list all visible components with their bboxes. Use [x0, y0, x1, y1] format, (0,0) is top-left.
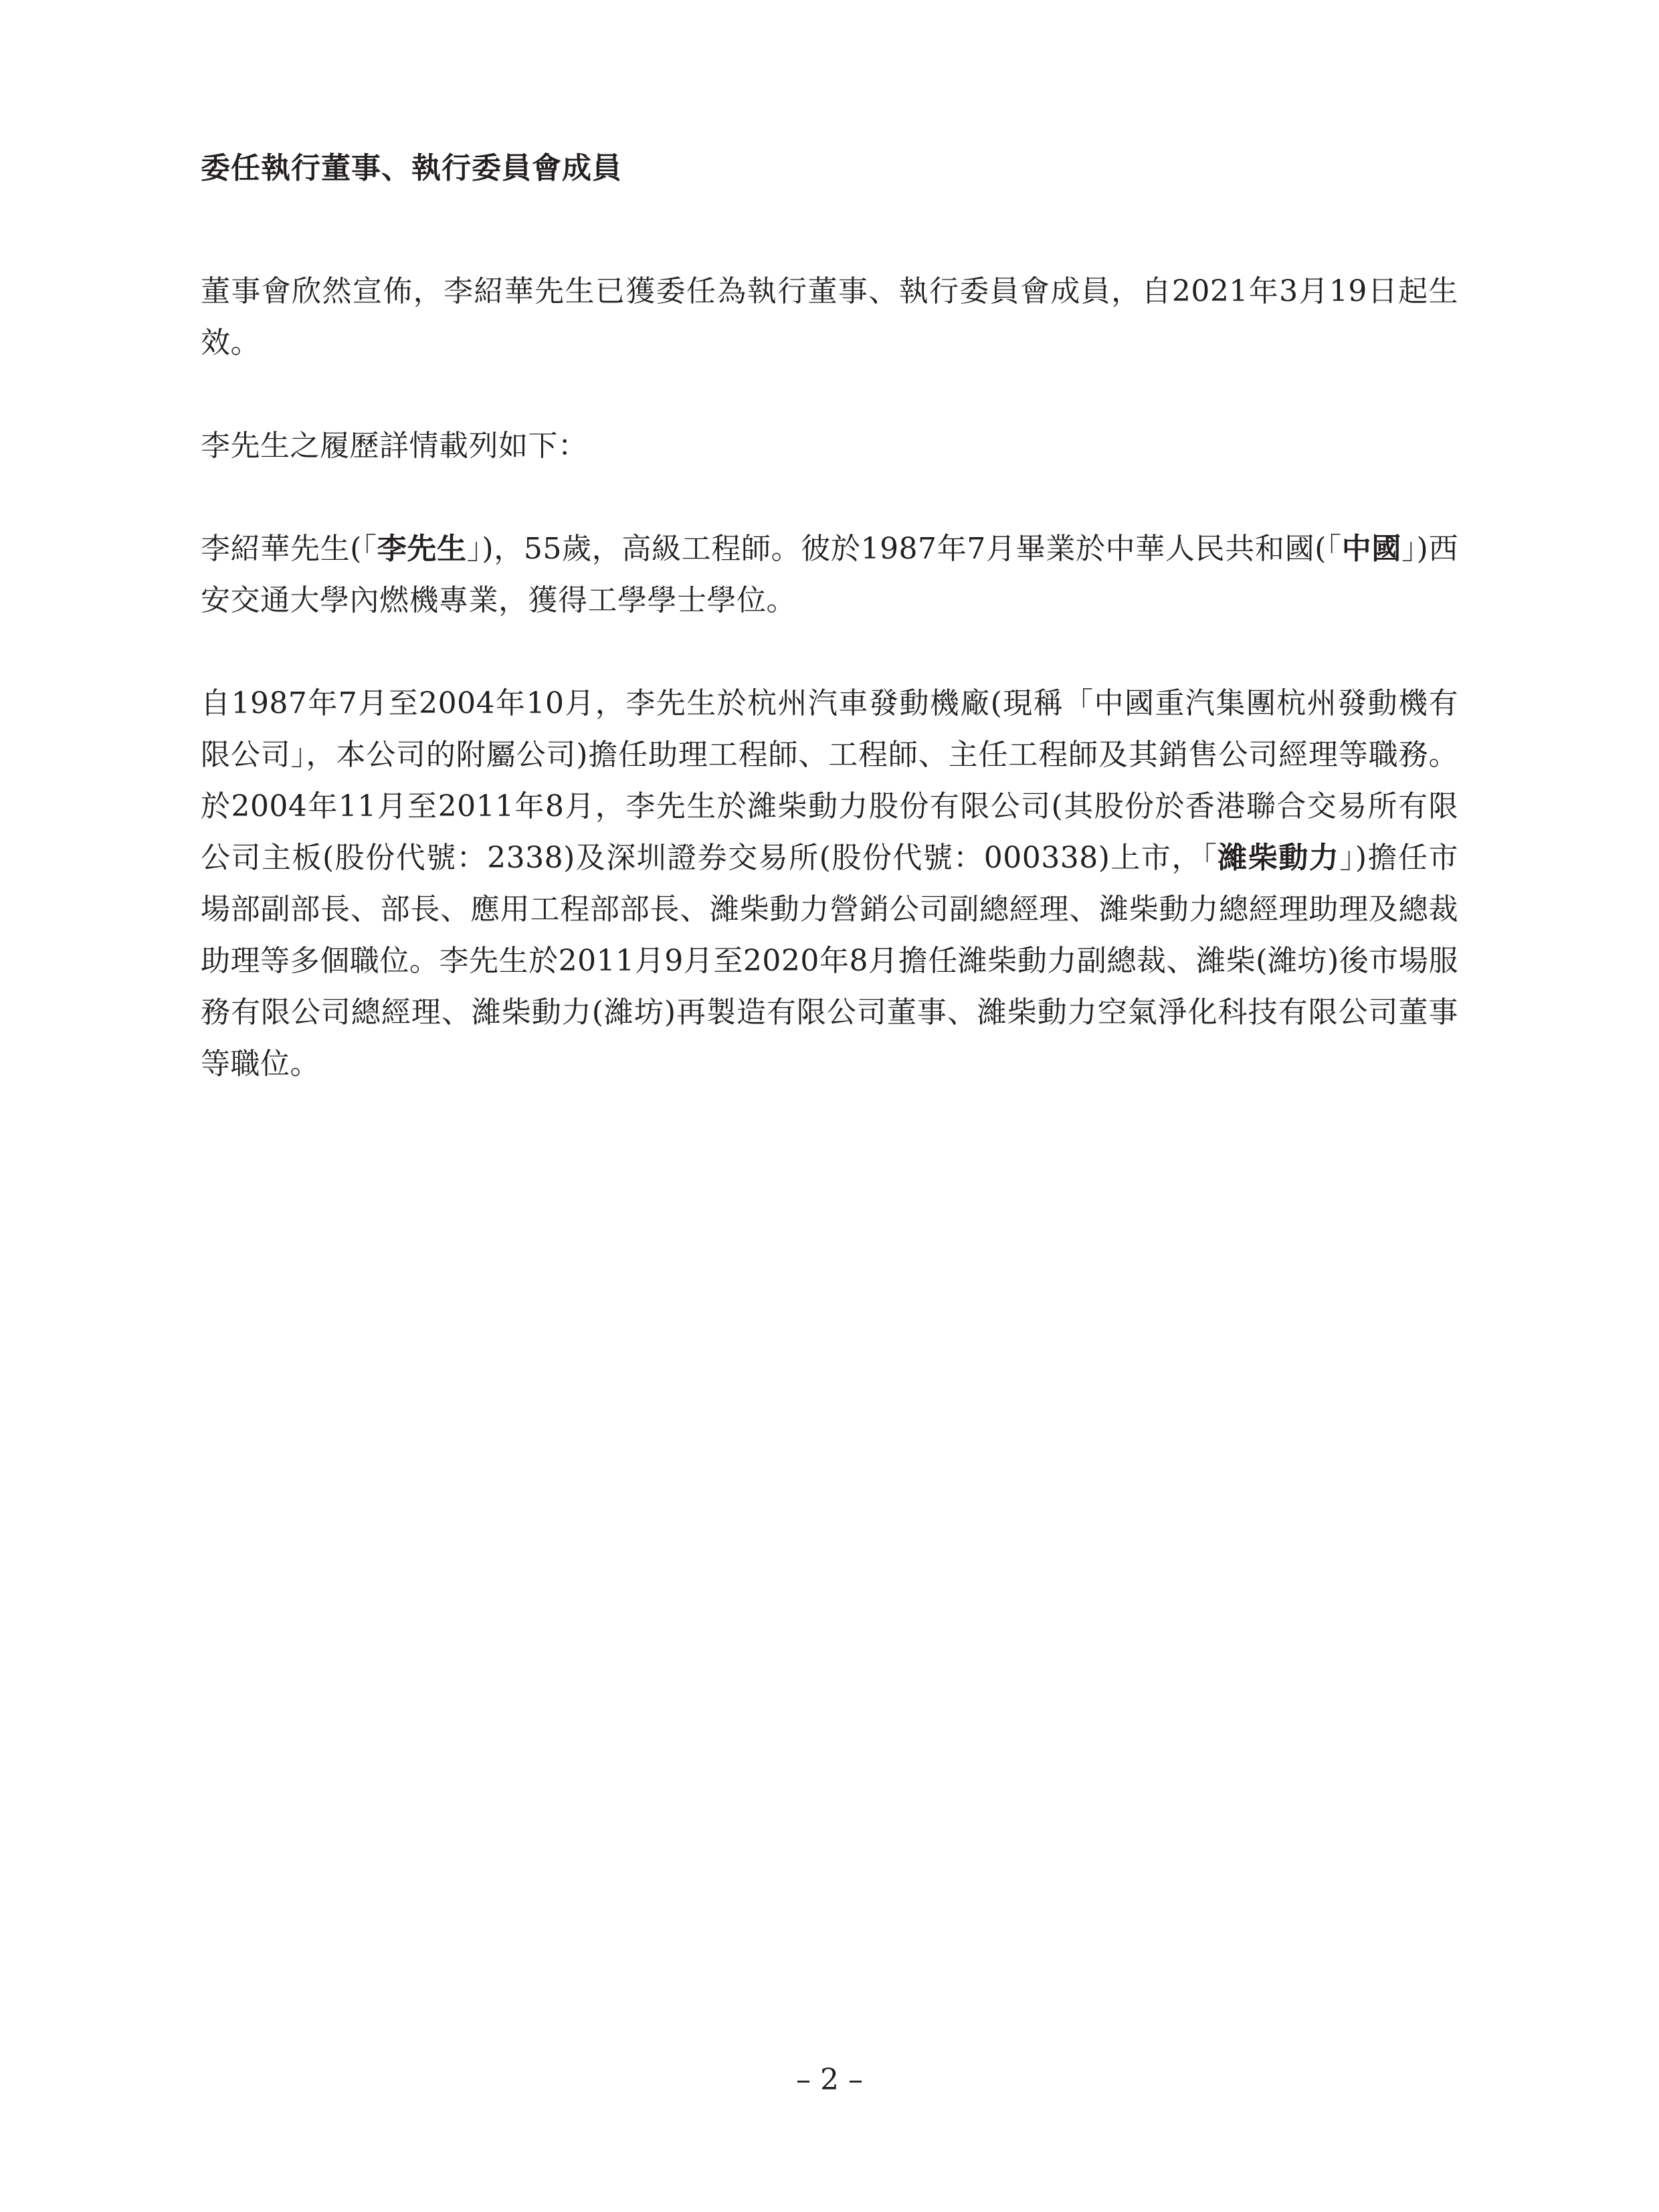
biography-intro-paragraph: 李先生之履歷詳情載列如下：	[201, 429, 588, 463]
text-segment: 」)，55歲，高級工程師。彼於1987年7月畢業於中華人民共和國(「	[466, 532, 1342, 566]
text-segment: 李紹華先生(「	[201, 532, 377, 566]
announcement-paragraph: 董事會欣然宣佈，李紹華先生已獲委任為執行董事、執行委員會成員，自2021年3月19日起生效。	[201, 274, 1458, 360]
text-segment: 」)西安交通大學內燃機專業，獲得工學學士學位。	[201, 532, 1458, 617]
section-heading: 委任執行董事、執行委員會成員	[201, 151, 622, 185]
defined-term-weichai-power: 濰柴動力	[1217, 841, 1340, 875]
biography-education-paragraph	[201, 523, 1458, 626]
page-number: – 2 –	[796, 2063, 863, 2097]
text-segment: 自1987年7月至2004年10月，李先生於杭州汽車發動機廠(現稱「中國重汽集團杭州發動機有限公司」，本公司的附屬公司)擔任助理工程師、工程師、主任工程師及其銷售公司經理等職務。於2004年11月至2011年8月，李先生於濰柴動力股份有限公司(其股份於香港聯合交易所有限公司主板(股份代號：2338)及深圳證券交易所(股份代號：000338)上市，「	[201, 686, 1458, 875]
document-body	[201, 148, 1458, 1141]
defined-term-mr-li: 李先生	[377, 532, 467, 566]
defined-term-prc: 中國	[1341, 532, 1402, 566]
text-segment: 」)擔任市場部副部長、部長、應用工程部部長、濰柴動力營銷公司副總經理、濰柴動力總經理助理及總裁助理等多個職位。李先生於2011月9月至2020年8月擔任濰柴動力副總裁、濰柴(濰坊)後市場服務有限公司總經理、濰柴動力(濰坊)再製造有限公司董事、濰柴動力空氣淨化科技有限公司董事等職位。	[201, 841, 1459, 1081]
biography-career-paragraph	[201, 678, 1458, 1090]
